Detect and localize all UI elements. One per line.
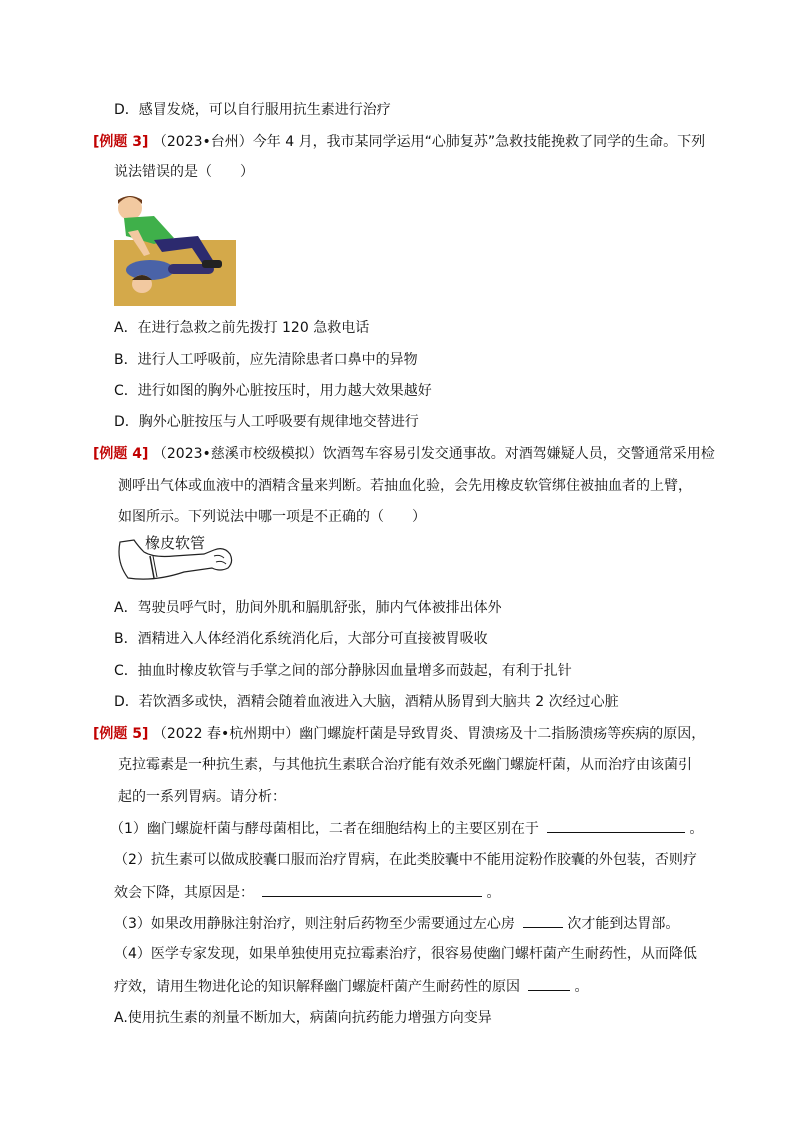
q4-option-b: B．酒精进入人体经消化系统消化后，大部分可直接被胃吸收 <box>114 631 488 647</box>
q5-sub1-text: （1）幽门螺旋杆菌与酵母菌相比，二者在细胞结构上的主要区别在于 <box>110 821 539 837</box>
q3-stem-line2: 说法错误的是（ ） <box>114 164 254 180</box>
q5-stem-text: （2022 春•杭州期中）幽门螺旋杆菌是导致胃炎、胃溃疡及十二指肠溃疡等疾病的原因， <box>152 726 706 742</box>
q5-sub3-end: 次才能到达胃部。 <box>567 916 680 932</box>
q5-stem-line3: 起的一系列胃病。请分析： <box>118 789 286 805</box>
q4-stem-line3: 如图所示。下列说法中哪一项是不正确的（ ） <box>118 509 426 525</box>
q3-option-d: D．胸外心脏按压与人工呼吸要有规律地交替进行 <box>114 414 419 430</box>
q3-option-c: C．进行如图的胸外心脏按压时，用力越大效果越好 <box>114 383 432 399</box>
q5-sub2-end: 。 <box>486 885 501 901</box>
q5-sub1 <box>110 818 703 839</box>
q4-option-d: D．若饮酒多或快，酒精会随着血液进入大脑，酒精从肠胃到大脑共 2 次经过心脏 <box>114 694 619 710</box>
q3-tag: [例题 3] <box>93 134 149 150</box>
q5-sub2-answer-blank[interactable] <box>262 882 482 897</box>
q2-option-d: D．感冒发烧，可以自行服用抗生素进行治疗 <box>114 102 391 118</box>
q5-sub1-answer-blank[interactable] <box>547 818 685 833</box>
q5-option-a: A.使用抗生素的剂量不断加大，病菌向抗药能力增强方向变异 <box>114 1010 492 1026</box>
q3-stem-text: （2023•台州）今年 4 月，我市某同学运用“心肺复苏”急救技能挽救了同学的生命。下列 <box>152 134 706 150</box>
cpr-illustration <box>114 192 236 306</box>
q4-figure-label: 橡皮软管 <box>145 534 206 552</box>
patient-body <box>126 260 174 280</box>
q5-sub1-end: 。 <box>689 821 704 837</box>
q3-stem-line1 <box>93 132 705 152</box>
q5-tag: [例题 5] <box>93 726 149 742</box>
q5-sub2-text: 效会下降，其原因是： <box>114 885 254 901</box>
q5-sub2-line1: （2）抗生素可以做成胶囊口服而治疗胃病，在此类胶囊中不能用淀粉作胶囊的外包装，否则疗 <box>114 852 697 868</box>
q5-sub4-answer-blank[interactable] <box>528 976 570 991</box>
q5-stem-line2: 克拉霉素是一种抗生素，与其他抗生素联合治疗能有效杀死幽门螺旋杆菌，从而治疗由该菌引 <box>118 757 692 773</box>
q5-sub3-answer-blank[interactable] <box>523 913 563 928</box>
q5-sub4-line1: （4）医学专家发现，如果单独使用克拉霉素治疗，很容易使幽门螺杆菌产生耐药性，从而降低 <box>114 946 697 962</box>
q4-stem-line1 <box>93 444 715 464</box>
q3-option-a: A．在进行急救之前先拨打 120 急救电话 <box>114 320 370 336</box>
q5-sub4-text: 疗效，请用生物进化论的知识解释幽门螺旋杆菌产生耐药性的原因 <box>114 979 520 995</box>
q4-stem-text: （2023•慈溪市校级模拟）饮酒驾车容易引发交通事故。对酒驾嫌疑人员，交警通常采用检 <box>152 446 715 462</box>
q5-sub2-line2 <box>114 882 500 903</box>
q5-sub4-line2 <box>114 976 588 997</box>
q5-stem-line1 <box>93 724 705 744</box>
q5-sub3 <box>114 913 679 934</box>
q4-tag: [例题 4] <box>93 446 149 462</box>
q3-option-b: B．进行人工呼吸前，应先清除患者口鼻中的异物 <box>114 352 418 368</box>
q5-sub4-end: 。 <box>574 979 589 995</box>
q4-stem-line2: 测呼出气体或血液中的酒精含量来判断。若抽血化验，会先用橡皮软管绑住被抽血者的上臂， <box>118 478 692 494</box>
q4-option-a: A．驾驶员呼气时，肋间外肌和膈肌舒张，肺内气体被排出体外 <box>114 600 502 616</box>
q4-option-c: C．抽血时橡皮软管与手掌之间的部分静脉因血量增多而鼓起，有利于扎针 <box>114 663 572 679</box>
q5-sub3-text: （3）如果改用静脉注射治疗，则注射后药物至少需要通过左心房 <box>114 916 515 932</box>
